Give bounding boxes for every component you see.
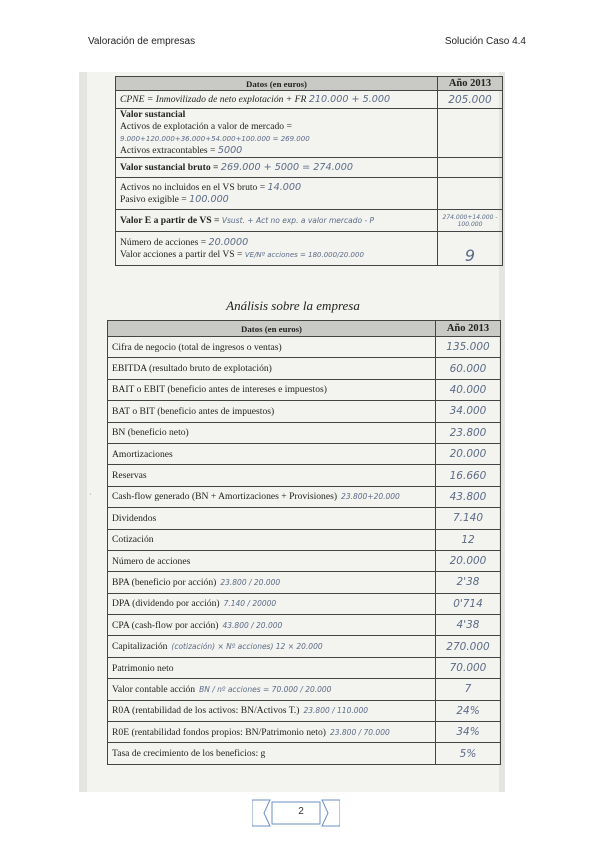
- table-row: [108, 379, 501, 400]
- paper-sheet: [87, 72, 499, 792]
- t2-head-datos: Datos (en euros): [108, 321, 436, 337]
- row-label-cell: [108, 657, 436, 678]
- vs-cell: [116, 109, 438, 158]
- row-label-cell: [108, 572, 436, 593]
- row-value: 135.000: [436, 337, 501, 358]
- analysis-rows: [108, 337, 501, 765]
- row-value: 24%: [436, 700, 501, 721]
- table-row: [108, 615, 501, 636]
- row-label: Capitalización: [112, 641, 168, 653]
- vsb-label: Valor sustancial bruto =: [120, 162, 219, 173]
- cpne-label: CPNE = Inmovilizado de neto explotación + FR: [120, 94, 307, 105]
- table-row: [108, 636, 501, 657]
- row-value: 12: [436, 529, 501, 550]
- table-row: [108, 401, 501, 422]
- table-row: [108, 358, 501, 379]
- row-note: 23.800 / 110.000: [303, 706, 369, 716]
- cpne-value: 205.000: [438, 91, 503, 109]
- row-label-cell: [108, 615, 436, 636]
- table-row: [108, 529, 501, 550]
- row-value: 20.000: [436, 550, 501, 571]
- header-left: Valoración de empresas: [88, 36, 196, 47]
- vsb-hand: 269.000 + 5000 = 274.000: [220, 162, 353, 173]
- row-label: EBITDA (resultado bruto de explotación): [112, 363, 272, 375]
- row-note: 23.800 / 20.000: [220, 577, 281, 587]
- row-note: 43.800 / 20.000: [222, 620, 283, 630]
- row-label: CPA (cash-flow por acción): [112, 619, 219, 631]
- row-label: Amortizaciones: [112, 448, 173, 460]
- anv-line2: Pasivo exigible =: [120, 193, 187, 205]
- ve-cell: [116, 210, 438, 232]
- row-label-cell: [108, 593, 436, 614]
- table-row: [108, 679, 501, 700]
- row-label: R0A (rentabilidad de los activos: BN/Activos T.): [112, 705, 300, 717]
- row-value: 40.000: [436, 379, 501, 400]
- table-row: [108, 422, 501, 443]
- row-label: BPA (beneficio por acción): [112, 576, 217, 588]
- vs-line2: Activos extracontables =: [120, 145, 216, 156]
- anv-cell: [116, 178, 438, 210]
- row-value: 7.140: [436, 508, 501, 529]
- vs-line1-hand: 9.000+120.000+36.000+54.000+100.000 = 269.000: [120, 135, 310, 143]
- row-note: BN / nº acciones = 70.000 / 20.000: [199, 684, 332, 694]
- anv-line1: Activos no incluidos en el VS bruto =: [120, 181, 266, 193]
- row-label-cell: [108, 337, 436, 358]
- row-value: 20.000: [436, 443, 501, 464]
- table-row: [108, 465, 501, 486]
- row-value: 0'714: [436, 593, 501, 614]
- table-row: [108, 486, 501, 507]
- row-value: 34.000: [436, 401, 501, 422]
- row-label: Patrimonio neto: [112, 662, 174, 674]
- row-note: (cotización) × Nº acciones) 12 × 20.000: [171, 642, 323, 652]
- cpne-cell: [116, 91, 438, 109]
- row-label: BAIT o EBIT (beneficio antes de intereses e impuestos): [112, 384, 327, 396]
- row-label-cell: [108, 636, 436, 657]
- row-value: 34%: [436, 722, 501, 743]
- row-label: Valor contable acción: [112, 683, 196, 695]
- row-value: 16.660: [436, 465, 501, 486]
- ve-value: 274.000+14.000 - 100.000: [438, 210, 503, 232]
- valuation-table: [115, 76, 503, 266]
- row-label-cell: [108, 722, 436, 743]
- na-cell: [116, 232, 438, 266]
- row-label: Número de acciones: [112, 555, 191, 567]
- row-note: 23.800+20.000: [341, 492, 400, 502]
- t2-head-year: Año 2013: [436, 321, 501, 337]
- cpne-hand: 210.000 + 5.000: [308, 94, 391, 105]
- table-row: [108, 743, 501, 764]
- row-value: 270.000: [436, 636, 501, 657]
- table-row: [108, 700, 501, 721]
- row-label: Cotización: [112, 534, 154, 546]
- vs-line2-hand: 5000: [217, 145, 243, 156]
- ve-label: Valor E a partir de VS =: [120, 215, 220, 226]
- row-value: 43.800: [436, 486, 501, 507]
- row-note: 7.140 / 20000: [223, 599, 277, 609]
- row-label: BN (beneficio neto): [112, 427, 189, 439]
- row-label-cell: [108, 508, 436, 529]
- table-row: [108, 508, 501, 529]
- header-right: Solución Caso 4.4: [444, 36, 526, 47]
- row-label-cell: [108, 465, 436, 486]
- na-line2: Valor acciones a partir del VS =: [120, 248, 243, 260]
- row-label: Reservas: [112, 470, 147, 482]
- na-line1: Número de acciones =: [120, 236, 207, 248]
- vs-title: Valor sustancial: [120, 109, 186, 120]
- row-label-cell: [108, 358, 436, 379]
- t1-head-datos: Datos (en euros): [116, 77, 438, 91]
- table-row: [108, 572, 501, 593]
- table-row: [108, 337, 501, 358]
- row-label: Cash-flow generado (BN + Amortizaciones + Provisiones): [112, 491, 338, 503]
- row-value: 5%: [436, 743, 501, 764]
- table-row: [108, 722, 501, 743]
- anv-line2-hand: 100.000: [189, 193, 229, 205]
- row-label: Dividendos: [112, 512, 157, 524]
- page-number: 2: [298, 806, 304, 817]
- row-label-cell: [108, 486, 436, 507]
- scanned-photo: [79, 72, 505, 792]
- na-line1-hand: 20.0000: [208, 236, 249, 248]
- row-label-cell: [108, 550, 436, 571]
- row-label-cell: [108, 743, 436, 764]
- row-value: 7: [436, 679, 501, 700]
- row-value: 60.000: [436, 358, 501, 379]
- ve-hand: Vsust. + Act no exp. a valor mercado - P: [221, 216, 375, 225]
- section-title: Análisis sobre la empresa: [226, 298, 360, 313]
- margin-mark: ·: [89, 490, 92, 499]
- row-label-cell: [108, 443, 436, 464]
- table-row: [108, 593, 501, 614]
- analysis-table: [107, 320, 501, 765]
- row-value: 4'38: [436, 615, 501, 636]
- row-value: 2'38: [436, 572, 501, 593]
- table-row: [108, 657, 501, 678]
- row-label: R0E (rentabilidad fondos propios: BN/Patrimonio neto): [112, 726, 326, 738]
- anv-line1-hand: 14.000: [267, 181, 302, 193]
- row-label: BAT o BIT (beneficio antes de impuestos): [112, 405, 275, 417]
- na-value: 9: [438, 232, 503, 266]
- row-label-cell: [108, 679, 436, 700]
- row-value: 23.800: [436, 422, 501, 443]
- row-label: Tasa de crecimiento de los beneficios: g: [112, 748, 266, 760]
- row-label-cell: [108, 529, 436, 550]
- row-label-cell: [108, 422, 436, 443]
- row-label-cell: [108, 700, 436, 721]
- row-label: DPA (dividendo por acción): [112, 598, 220, 610]
- t1-head-year: Año 2013: [438, 77, 503, 91]
- vsb-cell: [116, 158, 438, 178]
- row-label-cell: [108, 379, 436, 400]
- row-label: Cifra de negocio (total de ingresos o ventas): [112, 341, 282, 353]
- row-value: 70.000: [436, 657, 501, 678]
- row-label-cell: [108, 401, 436, 422]
- na-line2-hand: VE/Nº acciones = 180.000/20.000: [244, 250, 364, 259]
- table-row: [108, 443, 501, 464]
- table-row: [108, 550, 501, 571]
- vs-line1: Activos de explotación a valor de mercado =: [120, 121, 292, 132]
- row-note: 23.800 / 70.000: [329, 727, 390, 737]
